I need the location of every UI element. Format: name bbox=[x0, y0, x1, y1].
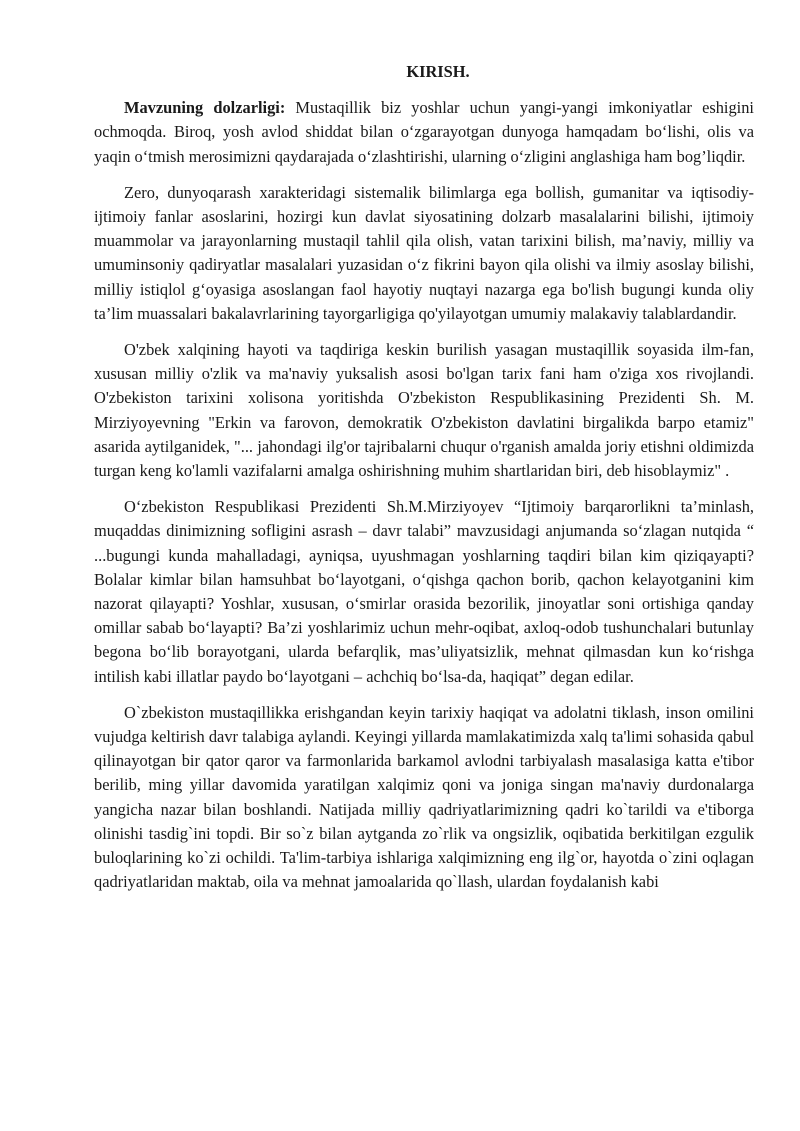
paragraph-text: Mustaqillik biz yoshlar uchun yangi-yangi imkoniyatlar eshigini ochmoqda. Biroq, yosh avlod shiddat bilan o‘zgarayotgan dunyoga hamqadam bo‘lishi, olis va yaqin o‘tmish merosimizni qaydarajada o‘zlashtirishi, ularning o‘zligini anglashiga ham bog’liqdir. bbox=[94, 98, 754, 166]
paragraph-worldview bbox=[94, 181, 754, 326]
paragraph-text: O`zbekiston mustaqillikka erishgandan keyin tarixiy haqiqat va adolatni tiklash, inson omilini vujudga keltirish davr talabiga aylandi. Keyingi yillarda mamlakatimizda xalq ta'limi sohasida qabul qilinayotgan bir qator qaror va farmonlarida barkamol avlodni tarbiyalash masalasiga katta e'tibor berilib, ming yillar davomida yaratilgan xalqimiz qoni va joniga singan ma'naviy durdonalarga yangicha nazar bilan boshlandi. Natijada milliy qadriyatlarimizning qadri ko`tarildi va e'tiborga olinishi tasdig`ini topdi. Bir so`z bilan aytganda zo`rlik va ongsizlik, oqibatida berkitilgan ezgulik buloqlarining ko`zi ochildi. Ta'lim-tarbiya ishlariga xalqimizning eng ilg`or, hayotda o`zini oqlagan qadriyatlaridan maktab, oila va mehnat jamoalarida qo`llash, ulardan foydalanish kabi bbox=[94, 702, 754, 892]
paragraph-historical-justice bbox=[94, 701, 754, 895]
paragraph-text: Zero, dunyoqarash xarakteridagi sistemalik bilimlarga ega bollish, gumanitar va iqtisodiy-ijtimoiy fanlar asoslarini, hozirgi kun davlat siyosatining dolzarb masalalarini bilishi, ijtimoiy muammolar va jarayonlarning mustaqil tahlil qila olish, vatan tarixini bilish, ma’naviy, milliy va umuminsoniy qadiryatlar masalalari yuzasidan o‘z fikrini bayon qila olishi va ilmiy asoslay bilishi, milliy istiqlol g‘oyasiga asoslangan faol hayotiy nuqtayi nazarga ega bo'lish bugungi kunda oliy ta’lim muassalari bakalavrlarining tayorgarligiga qo'yilayotgan umumiy malakaviy talablardandir. bbox=[94, 182, 754, 323]
paragraph-president-speech bbox=[94, 495, 754, 689]
document-page bbox=[94, 60, 754, 907]
document-title: KIRISH. bbox=[406, 62, 470, 81]
paragraph-independence bbox=[94, 338, 754, 483]
paragraph-relevance bbox=[94, 96, 754, 169]
paragraph-lead: Mavzuning dolzarligi: bbox=[124, 98, 286, 118]
paragraph-text: O'zbek xalqining hayoti va taqdiriga keskin burilish yasagan mustaqillik soyasida ilm-fan, xususan milliy o'zlik va ma'naviy yuksalish asosi bo'lgan tarix fani ham o'ziga xos rivojlandi. O'zbekiston tarixini xolisona yoritishda O'zbekiston Respublikasining Prezidenti Sh. M. Mirziyoyevning "Erkin va farovon, demokratik O'zbekiston davlatini birgalikda barpo etamiz" asarida aytilganidek, "... jahondagi ilg'or tajribalarni chuqur o'rganish amalda joriy etishni oldimizda turgan keng ko'lamli vazifalarni amalga oshirishning muhim shartlaridan biri, deb hisoblaymiz" . bbox=[94, 340, 754, 481]
paragraph-text: O‘zbekiston Respublikasi Prezidenti Sh.M.Mirziyoyev “Ijtimoiy barqarorlikni ta’minlash, muqaddas dinimizning sofligini asrash – davr talabi” mavzusidagi anjumanda so‘zlagan nutqida “ ...bugungi kunda mahalladagi, ayniqsa, uyushmagan yoshlarning taqdiri bilan kim qiziqayapti? Bolalar kimlar bilan hamsuhbat bo‘layotgani, o‘qishga qachon borib, qachon kelayotganini kim nazorat qilayapti? Yoshlar, xususan, o‘smirlar orasida bezorilik, jinoyatlar soni ortishiga qanday omillar sabab bo‘layapti? Ba’zi yoshlarimiz uchun mehr-oqibat, axloq-odob tushunchalari butunlay begona bo‘lib borayotgani, ularda befarqlik, mas’uliyatsizlik, mehnat qilmasdan kun ko‘rishga intilish kabi illatlar paydo bo‘layotgani – achchiq bo‘lsa-da, haqiqat” degan edilar. bbox=[94, 497, 754, 686]
